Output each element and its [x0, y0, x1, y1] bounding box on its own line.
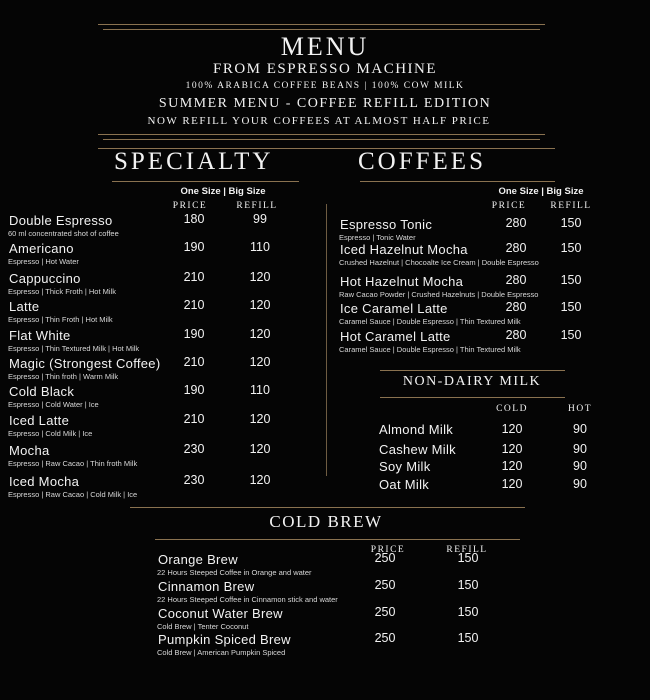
- item-price: 280: [505, 216, 527, 230]
- item-name: Iced Mocha: [9, 474, 80, 489]
- item-refill: 120: [249, 355, 271, 369]
- item-refill: 150: [560, 241, 582, 255]
- item-description: Espresso | Thick Froth | Hot Milk: [8, 287, 116, 296]
- item-description: Espresso | Thin froth | Warm Milk: [8, 372, 119, 381]
- item-name: Magic (Strongest Coffee): [9, 356, 161, 371]
- item-description: 22 Hours Steeped Coffee in Orange and water: [157, 568, 312, 577]
- item-price: 280: [505, 300, 527, 314]
- milk-hot-price: 90: [573, 422, 587, 436]
- milk-cold-price: 120: [501, 459, 523, 473]
- item-name: Flat White: [9, 328, 71, 343]
- item-name: Americano: [9, 241, 74, 256]
- item-price: 190: [183, 240, 205, 254]
- milk-name: Almond Milk: [379, 422, 454, 437]
- item-name: Ice Caramel Latte: [340, 301, 448, 316]
- size-label: One Size | Big Size: [498, 186, 584, 197]
- item-description: Espresso | Raw Cacao | Cold Milk | Ice: [8, 490, 138, 499]
- item-price: 250: [374, 631, 396, 645]
- item-refill: 150: [457, 605, 479, 619]
- hot-header: HOT: [567, 404, 593, 414]
- item-name: Pumpkin Spiced Brew: [158, 632, 291, 647]
- item-price: 230: [183, 473, 205, 487]
- item-refill: 150: [560, 273, 582, 287]
- item-refill: 150: [560, 300, 582, 314]
- item-description: Espresso | Thin Textured Milk | Hot Milk: [8, 344, 140, 353]
- section-title-coffees: COFFEES: [358, 148, 486, 175]
- item-description: Cold Brew | Tenter Coconut: [157, 622, 249, 631]
- item-description: 22 Hours Steeped Coffee in Cinnamon stick and water: [157, 595, 338, 604]
- refill-header: REFILL: [446, 545, 488, 555]
- milk-hot-price: 90: [573, 477, 587, 491]
- menu-subtitle: FROM ESPRESSO MACHINE: [212, 61, 438, 77]
- item-name: Double Espresso: [9, 213, 113, 228]
- item-name: Mocha: [9, 443, 50, 458]
- item-refill: 120: [249, 442, 271, 456]
- item-name: Iced Latte: [9, 413, 70, 428]
- price-header: PRICE: [491, 201, 527, 211]
- item-refill: 110: [250, 383, 270, 397]
- item-description: Espresso | Cold Water | Ice: [8, 400, 99, 409]
- promo-note: NOW REFILL YOUR COFFEES AT ALMOST HALF PRICE: [147, 115, 491, 127]
- item-price: 280: [505, 328, 527, 342]
- item-refill: 150: [560, 216, 582, 230]
- edition-title: SUMMER MENU - COFFEE REFILL EDITION: [158, 96, 492, 111]
- item-name: Hot Caramel Latte: [340, 329, 451, 344]
- price-header: PRICE: [172, 201, 208, 211]
- item-price: 280: [505, 241, 527, 255]
- item-refill: 120: [249, 473, 271, 487]
- item-name: Coconut Water Brew: [158, 606, 283, 621]
- item-description: Espresso | Hot Water: [8, 257, 79, 266]
- item-refill: 150: [457, 551, 479, 565]
- milk-hot-price: 90: [573, 442, 587, 456]
- divider: [98, 24, 545, 25]
- item-price: 210: [183, 412, 205, 426]
- item-refill: 150: [457, 578, 479, 592]
- item-description: Espresso | Tonic Water: [339, 233, 416, 242]
- item-price: 190: [183, 327, 205, 341]
- item-description: Caramel Sauce | Double Espresso | Thin Textured Milk: [339, 317, 521, 326]
- section-title-specialty: SPECIALTY: [114, 148, 274, 175]
- item-description: 60 ml concentrated shot of coffee: [8, 229, 119, 238]
- item-name: Espresso Tonic: [340, 217, 433, 232]
- cold-header: COLD: [496, 404, 528, 414]
- item-price: 210: [183, 270, 205, 284]
- divider: [112, 181, 299, 182]
- size-label: One Size | Big Size: [180, 186, 266, 197]
- cold-brew-title: COLD BREW: [269, 512, 383, 531]
- item-description: Crushed Hazelnut | Chocoalte Ice Cream | Double Espresso: [339, 258, 539, 267]
- menu-title: MENU: [280, 32, 370, 61]
- item-price: 230: [183, 442, 205, 456]
- divider: [380, 370, 565, 371]
- item-description: Caramel Sauce | Double Espresso | Thin Textured Milk: [339, 345, 521, 354]
- item-name: Cappuccino: [9, 271, 81, 286]
- item-name: Iced Hazelnut Mocha: [340, 242, 468, 257]
- refill-header: REFILL: [550, 201, 592, 211]
- divider: [130, 507, 525, 508]
- refill-header: REFILL: [236, 201, 278, 211]
- item-price: 180: [183, 212, 205, 226]
- item-price: 210: [183, 355, 205, 369]
- item-price: 210: [183, 298, 205, 312]
- milk-cold-price: 120: [501, 477, 523, 491]
- item-description: Espresso | Cold Milk | Ice: [8, 429, 93, 438]
- divider: [103, 139, 540, 140]
- item-refill: 150: [457, 631, 479, 645]
- item-price: 190: [183, 383, 205, 397]
- item-price: 250: [374, 605, 396, 619]
- item-name: Latte: [9, 299, 40, 314]
- item-description: Cold Brew | American Pumpkin Spiced: [157, 648, 286, 657]
- item-description: Espresso | Thin Froth | Hot Milk: [8, 315, 113, 324]
- item-refill: 110: [250, 240, 270, 254]
- item-name: Cold Black: [9, 384, 75, 399]
- beans-note: 100% ARABICA COFFEE BEANS | 100% COW MILK: [185, 81, 465, 91]
- milk-name: Oat Milk: [379, 477, 430, 492]
- non-dairy-title: NON-DAIRY MILK: [402, 374, 542, 389]
- milk-cold-price: 120: [501, 422, 523, 436]
- milk-name: Soy Milk: [379, 459, 431, 474]
- divider: [380, 397, 565, 398]
- item-refill: 120: [249, 270, 271, 284]
- item-name: Orange Brew: [158, 552, 238, 567]
- item-refill: 120: [249, 327, 271, 341]
- item-name: Hot Hazelnut Mocha: [340, 274, 464, 289]
- item-refill: 150: [560, 328, 582, 342]
- item-description: Raw Cacao Powder | Crushed Hazelnuts | Double Espresso: [339, 290, 539, 299]
- item-price: 250: [374, 578, 396, 592]
- price-header: PRICE: [370, 545, 406, 555]
- item-refill: 99: [253, 212, 267, 226]
- item-refill: 120: [249, 412, 271, 426]
- column-divider: [326, 204, 327, 476]
- milk-name: Cashew Milk: [379, 442, 456, 457]
- item-name: Cinnamon Brew: [158, 579, 255, 594]
- divider: [155, 539, 520, 540]
- milk-hot-price: 90: [573, 459, 587, 473]
- item-price: 280: [505, 273, 527, 287]
- milk-cold-price: 120: [501, 442, 523, 456]
- divider: [360, 181, 555, 182]
- item-price: 250: [374, 551, 396, 565]
- item-description: Espresso | Raw Cacao | Thin froth Milk: [8, 459, 138, 468]
- divider: [103, 29, 540, 30]
- item-refill: 120: [249, 298, 271, 312]
- divider: [98, 134, 545, 135]
